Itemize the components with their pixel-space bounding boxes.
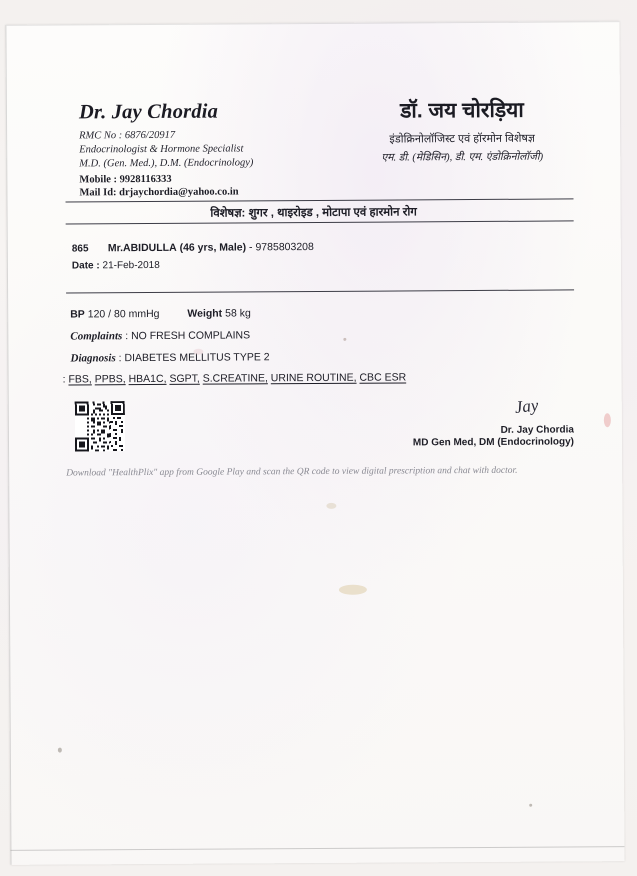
test-item: URINE ROUTINE, [270, 371, 357, 385]
divider-patient [66, 289, 574, 293]
mobile-value: 9928116333 [119, 173, 172, 186]
diagnosis-line [70, 351, 269, 364]
scan-smudge [339, 585, 367, 595]
mobile-label: Mobile : [79, 174, 118, 186]
weight-label: Weight [187, 307, 223, 320]
doctor-email [79, 186, 369, 199]
scan-speck [529, 804, 532, 807]
bp-label: BP [70, 308, 85, 321]
test-item: CBC ESR [359, 371, 407, 384]
doctor-specialty-hindi: इंडोक्रिनोलॉजिस्ट एवं हॉरमोन विशेषज्ञ [389, 132, 535, 146]
patient-name: Mr.ABIDULLA [107, 241, 177, 255]
scan-speck [343, 338, 346, 341]
rmc-number: RMC No : 6876/20917 [79, 129, 176, 142]
scan-speck [58, 748, 62, 753]
doctor-degrees-hindi: एम. डी. (मेडिसिन), डी. एम. एंडोक्रिनोलॉजी) [381, 151, 544, 164]
header-left [79, 100, 370, 199]
prescription-content [5, 21, 624, 865]
scan-smudge [326, 503, 336, 509]
signature-mark: Jay [514, 395, 540, 417]
weight-value: 58 kg [225, 307, 251, 320]
complaints-line [70, 329, 250, 342]
doctor-degrees: M.D. (Gen. Med.), D.M. (Endocrinology) [79, 157, 254, 170]
mail-label: Mail Id: [79, 187, 117, 199]
qr-code [75, 401, 125, 451]
patient-identity [108, 241, 314, 254]
patient-id: 865 [71, 243, 89, 255]
sheet-bottom-edge [10, 846, 624, 865]
specialty-banner: विशेषज्ञ: शुगर , थाइरोइड , मोटापा एवं हारमोन रोग [210, 206, 417, 220]
patient-age-sex: (46 yrs, Male) [179, 241, 247, 254]
header-right [342, 95, 582, 164]
doctor-name-hindi: डॉ. जय चोरड़िया [400, 98, 524, 123]
test-item: S.CREATINE, [202, 372, 268, 385]
footer-note: Download "HealthPlix" app from Google Play and scan the QR code to view digital prescription and chat with doctor. [66, 465, 518, 479]
complaints-value: : NO FRESH COMPLAINS [125, 329, 251, 343]
patient-phone: - 9785803208 [249, 241, 314, 254]
prescription-sheet [5, 21, 624, 865]
signature-degrees: MD Gen Med, DM (Endocrinology) [412, 436, 575, 449]
doctor-mobile [79, 173, 369, 186]
complaints-label: Complaints [70, 330, 123, 343]
mail-value: drjaychordia@yahoo.co.in [119, 186, 239, 199]
scan-smudge [604, 413, 611, 427]
test-item: PPBS, [94, 373, 126, 386]
tests-prefix: : [62, 373, 66, 386]
doctor-name: Dr. Jay Chordia [78, 100, 219, 124]
date-value: 21-Feb-2018 [102, 259, 160, 272]
diagnosis-value: : DIABETES MELLITUS TYPE 2 [118, 351, 270, 365]
visit-date [72, 260, 160, 272]
signature-name: Dr. Jay Chordia [500, 424, 574, 436]
doctor-specialty: Endocrinologist & Hormone Specialist [79, 143, 244, 156]
test-item: SGPT, [169, 372, 200, 385]
diagnosis-label: Diagnosis [70, 352, 116, 365]
investigations-line [63, 371, 407, 385]
date-label: Date : [71, 260, 100, 272]
bp-value: 120 / 80 mmHg [87, 307, 160, 321]
vitals-line [70, 307, 251, 320]
test-item: FBS, [68, 373, 92, 386]
divider-header [66, 198, 574, 202]
test-item: HBA1C, [128, 372, 167, 386]
